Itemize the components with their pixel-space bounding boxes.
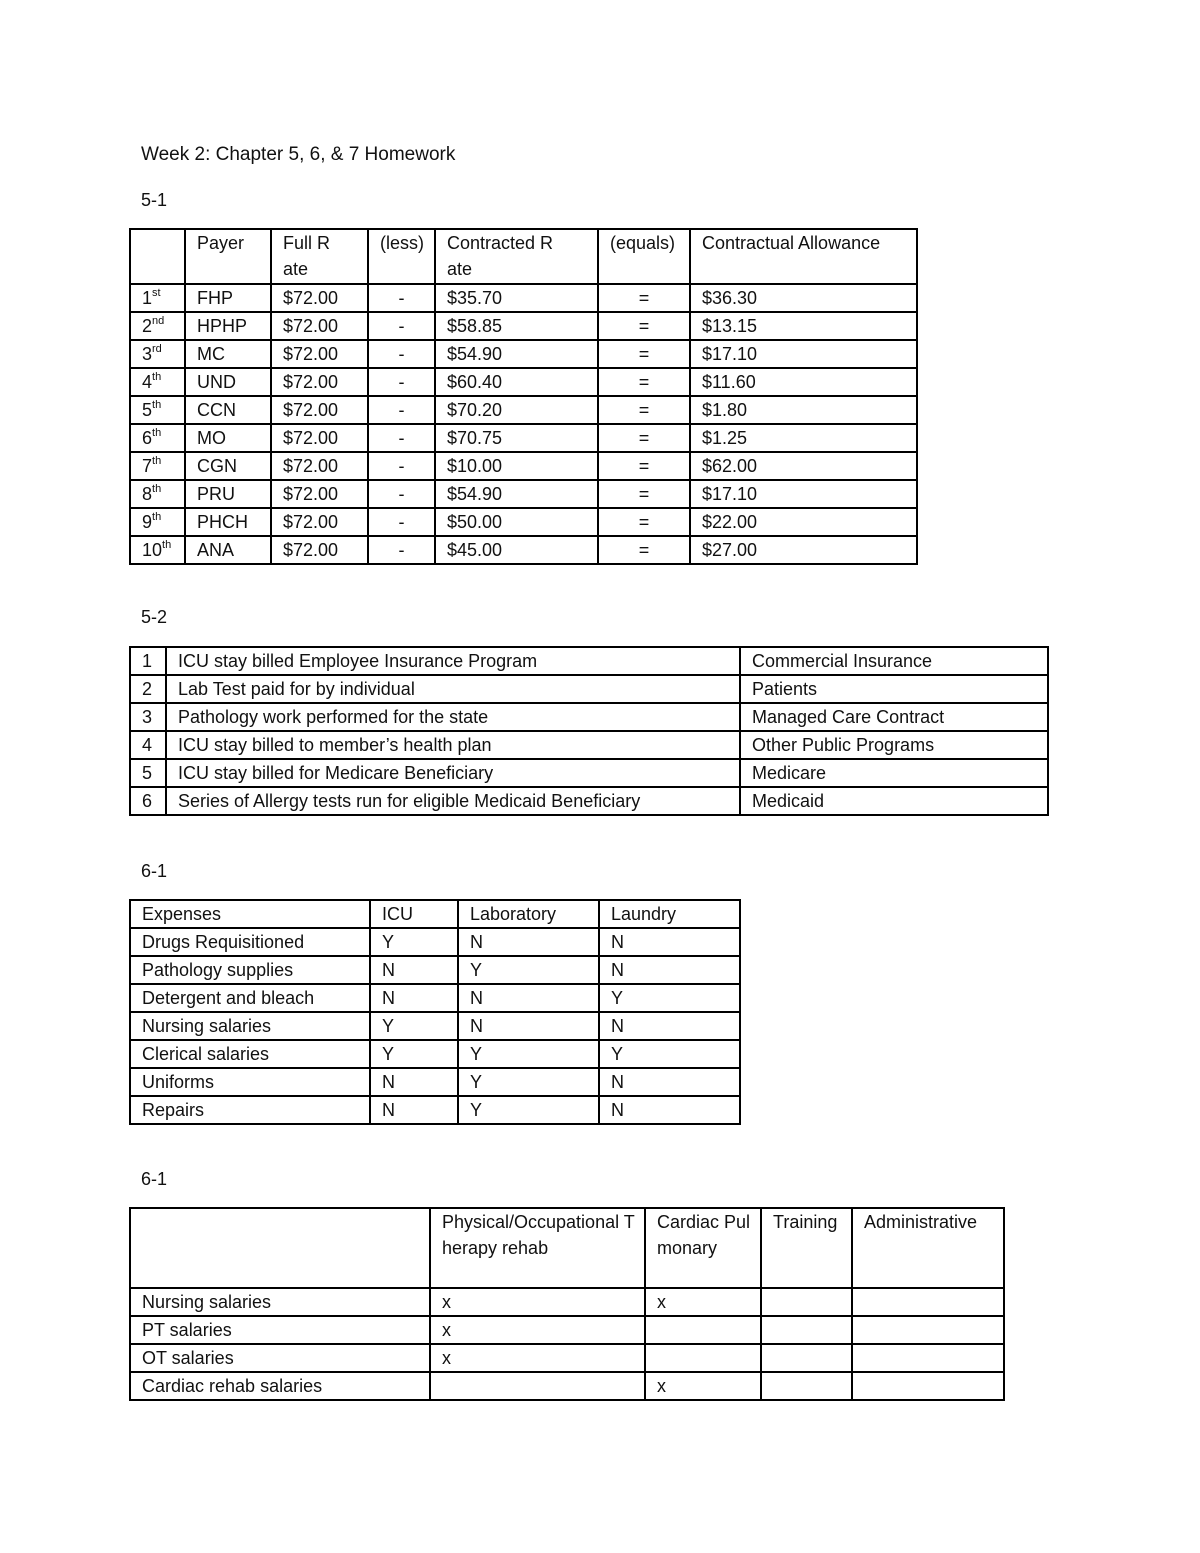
header-cell (271, 229, 368, 284)
ordinal-number: 2 (142, 316, 153, 336)
ordinal-suffix: nd (152, 315, 165, 327)
header-cell: Laundry (599, 900, 740, 928)
table-cell: $60.40 (435, 368, 598, 396)
ordinal-number: 10 (142, 540, 163, 560)
table-cell: $58.85 (435, 312, 598, 340)
table-row (130, 787, 1048, 815)
table-cell (761, 1344, 852, 1372)
table-cell (645, 1316, 761, 1344)
table-cell: Nursing salaries (130, 1288, 430, 1316)
table-cell: CGN (185, 452, 271, 480)
table-row (130, 984, 740, 1012)
table-cell: Y (370, 1012, 458, 1040)
table-cell: = (598, 536, 690, 564)
table-cell: $72.00 (271, 312, 368, 340)
table-row (130, 284, 917, 312)
table-cell: $72.00 (271, 284, 368, 312)
table-cell: UND (185, 368, 271, 396)
table-cell: N (599, 928, 740, 956)
table-cell: $36.30 (690, 284, 917, 312)
table-cell: N (370, 956, 458, 984)
table-cell: MC (185, 340, 271, 368)
header-full-rate: Full Rate (283, 233, 331, 279)
table-cell: 5 (130, 759, 166, 787)
table-cell: N (599, 1096, 740, 1124)
table-cell: x (645, 1372, 761, 1400)
table-cell: x (430, 1344, 645, 1372)
table-cell: 3 (130, 703, 166, 731)
table-cell: = (598, 480, 690, 508)
table-cell: MO (185, 424, 271, 452)
table-cell: - (368, 480, 435, 508)
table-cell: $72.00 (271, 396, 368, 424)
table-cell: x (430, 1316, 645, 1344)
table-cell: - (368, 396, 435, 424)
table-cell: - (368, 424, 435, 452)
table-cell (645, 1344, 761, 1372)
table-row (130, 452, 917, 480)
table-row (130, 424, 917, 452)
table-cell: ICU stay billed Employee Insurance Program (166, 647, 740, 675)
table-cell: Y (599, 984, 740, 1012)
table-cell: Repairs (130, 1096, 370, 1124)
table-cell: = (598, 368, 690, 396)
table-cell: N (458, 984, 599, 1012)
ordinal-number: 9 (142, 512, 153, 532)
table-cell: ICU stay billed for Medicare Beneficiary (166, 759, 740, 787)
table-cell: $50.00 (435, 508, 598, 536)
table-cell: $13.15 (690, 312, 917, 340)
table-cell: OT salaries (130, 1344, 430, 1372)
table-row (130, 368, 917, 396)
table-cell: Pathology work performed for the state (166, 703, 740, 731)
header-cell: Laboratory (458, 900, 599, 928)
table-cell (852, 1316, 1004, 1344)
table-cell: $1.25 (690, 424, 917, 452)
table-cell (761, 1316, 852, 1344)
table-cell: N (599, 1068, 740, 1096)
table-cell: $17.10 (690, 340, 917, 368)
table-cell: FHP (185, 284, 271, 312)
header-cell: Cardiac Pulmonary (645, 1208, 761, 1288)
table-cell: Other Public Programs (740, 731, 1048, 759)
table-row (130, 731, 1048, 759)
table-cell: Y (458, 1040, 599, 1068)
table-cell: Pathology supplies (130, 956, 370, 984)
table-row (130, 1288, 1004, 1316)
table-cell: $11.60 (690, 368, 917, 396)
table-cell: Y (458, 1096, 599, 1124)
table-cell: $72.00 (271, 508, 368, 536)
table-cell (761, 1372, 852, 1400)
table-cell: - (368, 284, 435, 312)
table-cell: ICU stay billed to member’s health plan (166, 731, 740, 759)
table-cell: = (598, 284, 690, 312)
header-cell: Payer (185, 229, 271, 284)
table-row (130, 675, 1048, 703)
ordinal-number: 6 (142, 428, 153, 448)
table-cell: HPHP (185, 312, 271, 340)
table-cell: $54.90 (435, 480, 598, 508)
ordinal-cell (130, 312, 185, 340)
table-header-row (130, 1208, 1004, 1288)
table-header-row (130, 900, 740, 928)
table-cell: 2 (130, 675, 166, 703)
section-label-5-1: 5-1 (141, 190, 168, 210)
ordinal-cell (130, 284, 185, 312)
table-cell: = (598, 424, 690, 452)
table-cell (852, 1288, 1004, 1316)
table-cell: N (370, 1096, 458, 1124)
table-cell: = (598, 452, 690, 480)
table-cell: $72.00 (271, 424, 368, 452)
table-cell: Y (458, 956, 599, 984)
table-row (130, 759, 1048, 787)
table-cell: Y (458, 1068, 599, 1096)
department-expenses-table (129, 899, 741, 1125)
table-cell: x (645, 1288, 761, 1316)
table-cell: $70.75 (435, 424, 598, 452)
table-cell: = (598, 396, 690, 424)
table-cell: - (368, 340, 435, 368)
ordinal-cell (130, 452, 185, 480)
ordinal-number: 8 (142, 484, 153, 504)
ordinal-number: 3 (142, 344, 153, 364)
table-row (130, 396, 917, 424)
header-cell: Administrative (852, 1208, 1004, 1288)
table-row (130, 312, 917, 340)
table-cell: $72.00 (271, 480, 368, 508)
table-cell: $72.00 (271, 340, 368, 368)
table-cell: $72.00 (271, 536, 368, 564)
table-cell: $1.80 (690, 396, 917, 424)
header-cell: ICU (370, 900, 458, 928)
header-cell (435, 229, 598, 284)
table-cell: $27.00 (690, 536, 917, 564)
table-cell: $22.00 (690, 508, 917, 536)
table-cell: Series of Allergy tests run for eligible Medicaid Beneficiary (166, 787, 740, 815)
table-cell (430, 1372, 645, 1400)
table-row (130, 480, 917, 508)
table-cell: = (598, 312, 690, 340)
table-cell: $10.00 (435, 452, 598, 480)
table-cell: 1 (130, 647, 166, 675)
table-row (130, 928, 740, 956)
table-cell: Medicaid (740, 787, 1048, 815)
ordinal-cell (130, 424, 185, 452)
table-cell (852, 1344, 1004, 1372)
table-row (130, 1012, 740, 1040)
table-header-row (130, 229, 917, 284)
table-cell: $62.00 (690, 452, 917, 480)
header-equals: (equals) (610, 233, 676, 253)
ordinal-suffix: th (152, 371, 162, 383)
header-cell: Training (761, 1208, 852, 1288)
table-cell: Drugs Requisitioned (130, 928, 370, 956)
table-cell: Y (370, 1040, 458, 1068)
header-cell (130, 1208, 430, 1288)
table-row (130, 1096, 740, 1124)
table-cell: Commercial Insurance (740, 647, 1048, 675)
table-cell: N (370, 984, 458, 1012)
table-cell: Cardiac rehab salaries (130, 1372, 430, 1400)
table-cell: 4 (130, 731, 166, 759)
table-row (130, 1040, 740, 1068)
table-cell: N (599, 1012, 740, 1040)
table-cell: $35.70 (435, 284, 598, 312)
section-label-6-1: 6-1 (141, 861, 168, 881)
section-label-5-2: 5-2 (141, 607, 168, 627)
table-cell: N (458, 1012, 599, 1040)
section-label-6-1-second: 6-1 (141, 1169, 168, 1189)
table-cell: Uniforms (130, 1068, 370, 1096)
table-cell: Clerical salaries (130, 1040, 370, 1068)
ordinal-number: 7 (142, 456, 153, 476)
table-cell (852, 1372, 1004, 1400)
ordinal-suffix: th (152, 483, 162, 495)
table-cell: Y (370, 928, 458, 956)
table-cell: Medicare (740, 759, 1048, 787)
ordinal-number: 4 (142, 372, 153, 392)
table-row (130, 1372, 1004, 1400)
table-row (130, 536, 917, 564)
ordinal-cell (130, 536, 185, 564)
table-cell: PT salaries (130, 1316, 430, 1344)
header-less: (less) (380, 233, 424, 253)
rehab-salaries-table (129, 1207, 1005, 1401)
header-cell (598, 229, 690, 284)
table-cell: PHCH (185, 508, 271, 536)
ordinal-number: 1 (142, 288, 153, 308)
header-contracted-rate: Contracted Rate (447, 233, 554, 279)
table-cell: - (368, 508, 435, 536)
table-cell: $72.00 (271, 452, 368, 480)
table-cell: Nursing salaries (130, 1012, 370, 1040)
table-cell: - (368, 312, 435, 340)
table-cell: Y (599, 1040, 740, 1068)
table-cell: - (368, 536, 435, 564)
table-cell: Managed Care Contract (740, 703, 1048, 731)
ordinal-suffix: st (152, 287, 161, 299)
table-cell: - (368, 452, 435, 480)
ordinal-cell (130, 396, 185, 424)
table-row (130, 508, 917, 536)
table-cell: N (599, 956, 740, 984)
table-row (130, 1344, 1004, 1372)
table-cell: = (598, 340, 690, 368)
ordinal-suffix: rd (152, 343, 162, 355)
table-cell: $54.90 (435, 340, 598, 368)
table-cell: 6 (130, 787, 166, 815)
table-row (130, 647, 1048, 675)
table-cell (761, 1288, 852, 1316)
table-cell: Lab Test paid for by individual (166, 675, 740, 703)
header-cell (368, 229, 435, 284)
table-cell: N (458, 928, 599, 956)
table-cell: $45.00 (435, 536, 598, 564)
table-cell: $72.00 (271, 368, 368, 396)
ordinal-suffix: th (152, 511, 162, 523)
table-row (130, 703, 1048, 731)
header-cell: Contractual Allowance (690, 229, 917, 284)
table-cell: - (368, 368, 435, 396)
table-cell: x (430, 1288, 645, 1316)
ordinal-cell (130, 340, 185, 368)
table-cell: Patients (740, 675, 1048, 703)
ordinal-suffix: th (152, 455, 162, 467)
table-cell: $70.20 (435, 396, 598, 424)
header-cell: Physical/Occupational Therapy rehab (430, 1208, 645, 1288)
table-cell: PRU (185, 480, 271, 508)
ordinal-number: 5 (142, 400, 153, 420)
table-row (130, 1316, 1004, 1344)
header-cell (130, 229, 185, 284)
table-cell: ANA (185, 536, 271, 564)
table-cell: $17.10 (690, 480, 917, 508)
ordinal-cell (130, 508, 185, 536)
ordinal-cell (130, 480, 185, 508)
ordinal-cell (130, 368, 185, 396)
page-title: Week 2: Chapter 5, 6, & 7 Homework (141, 144, 456, 165)
header-cell: Expenses (130, 900, 370, 928)
table-cell: = (598, 508, 690, 536)
payer-classification-table (129, 646, 1049, 816)
table-row (130, 1068, 740, 1096)
contractual-allowance-table (129, 228, 918, 565)
ordinal-suffix: th (162, 539, 172, 551)
table-cell: N (370, 1068, 458, 1096)
table-cell: CCN (185, 396, 271, 424)
table-cell: Detergent and bleach (130, 984, 370, 1012)
ordinal-suffix: th (152, 399, 162, 411)
table-row (130, 340, 917, 368)
table-row (130, 956, 740, 984)
ordinal-suffix: th (152, 427, 162, 439)
